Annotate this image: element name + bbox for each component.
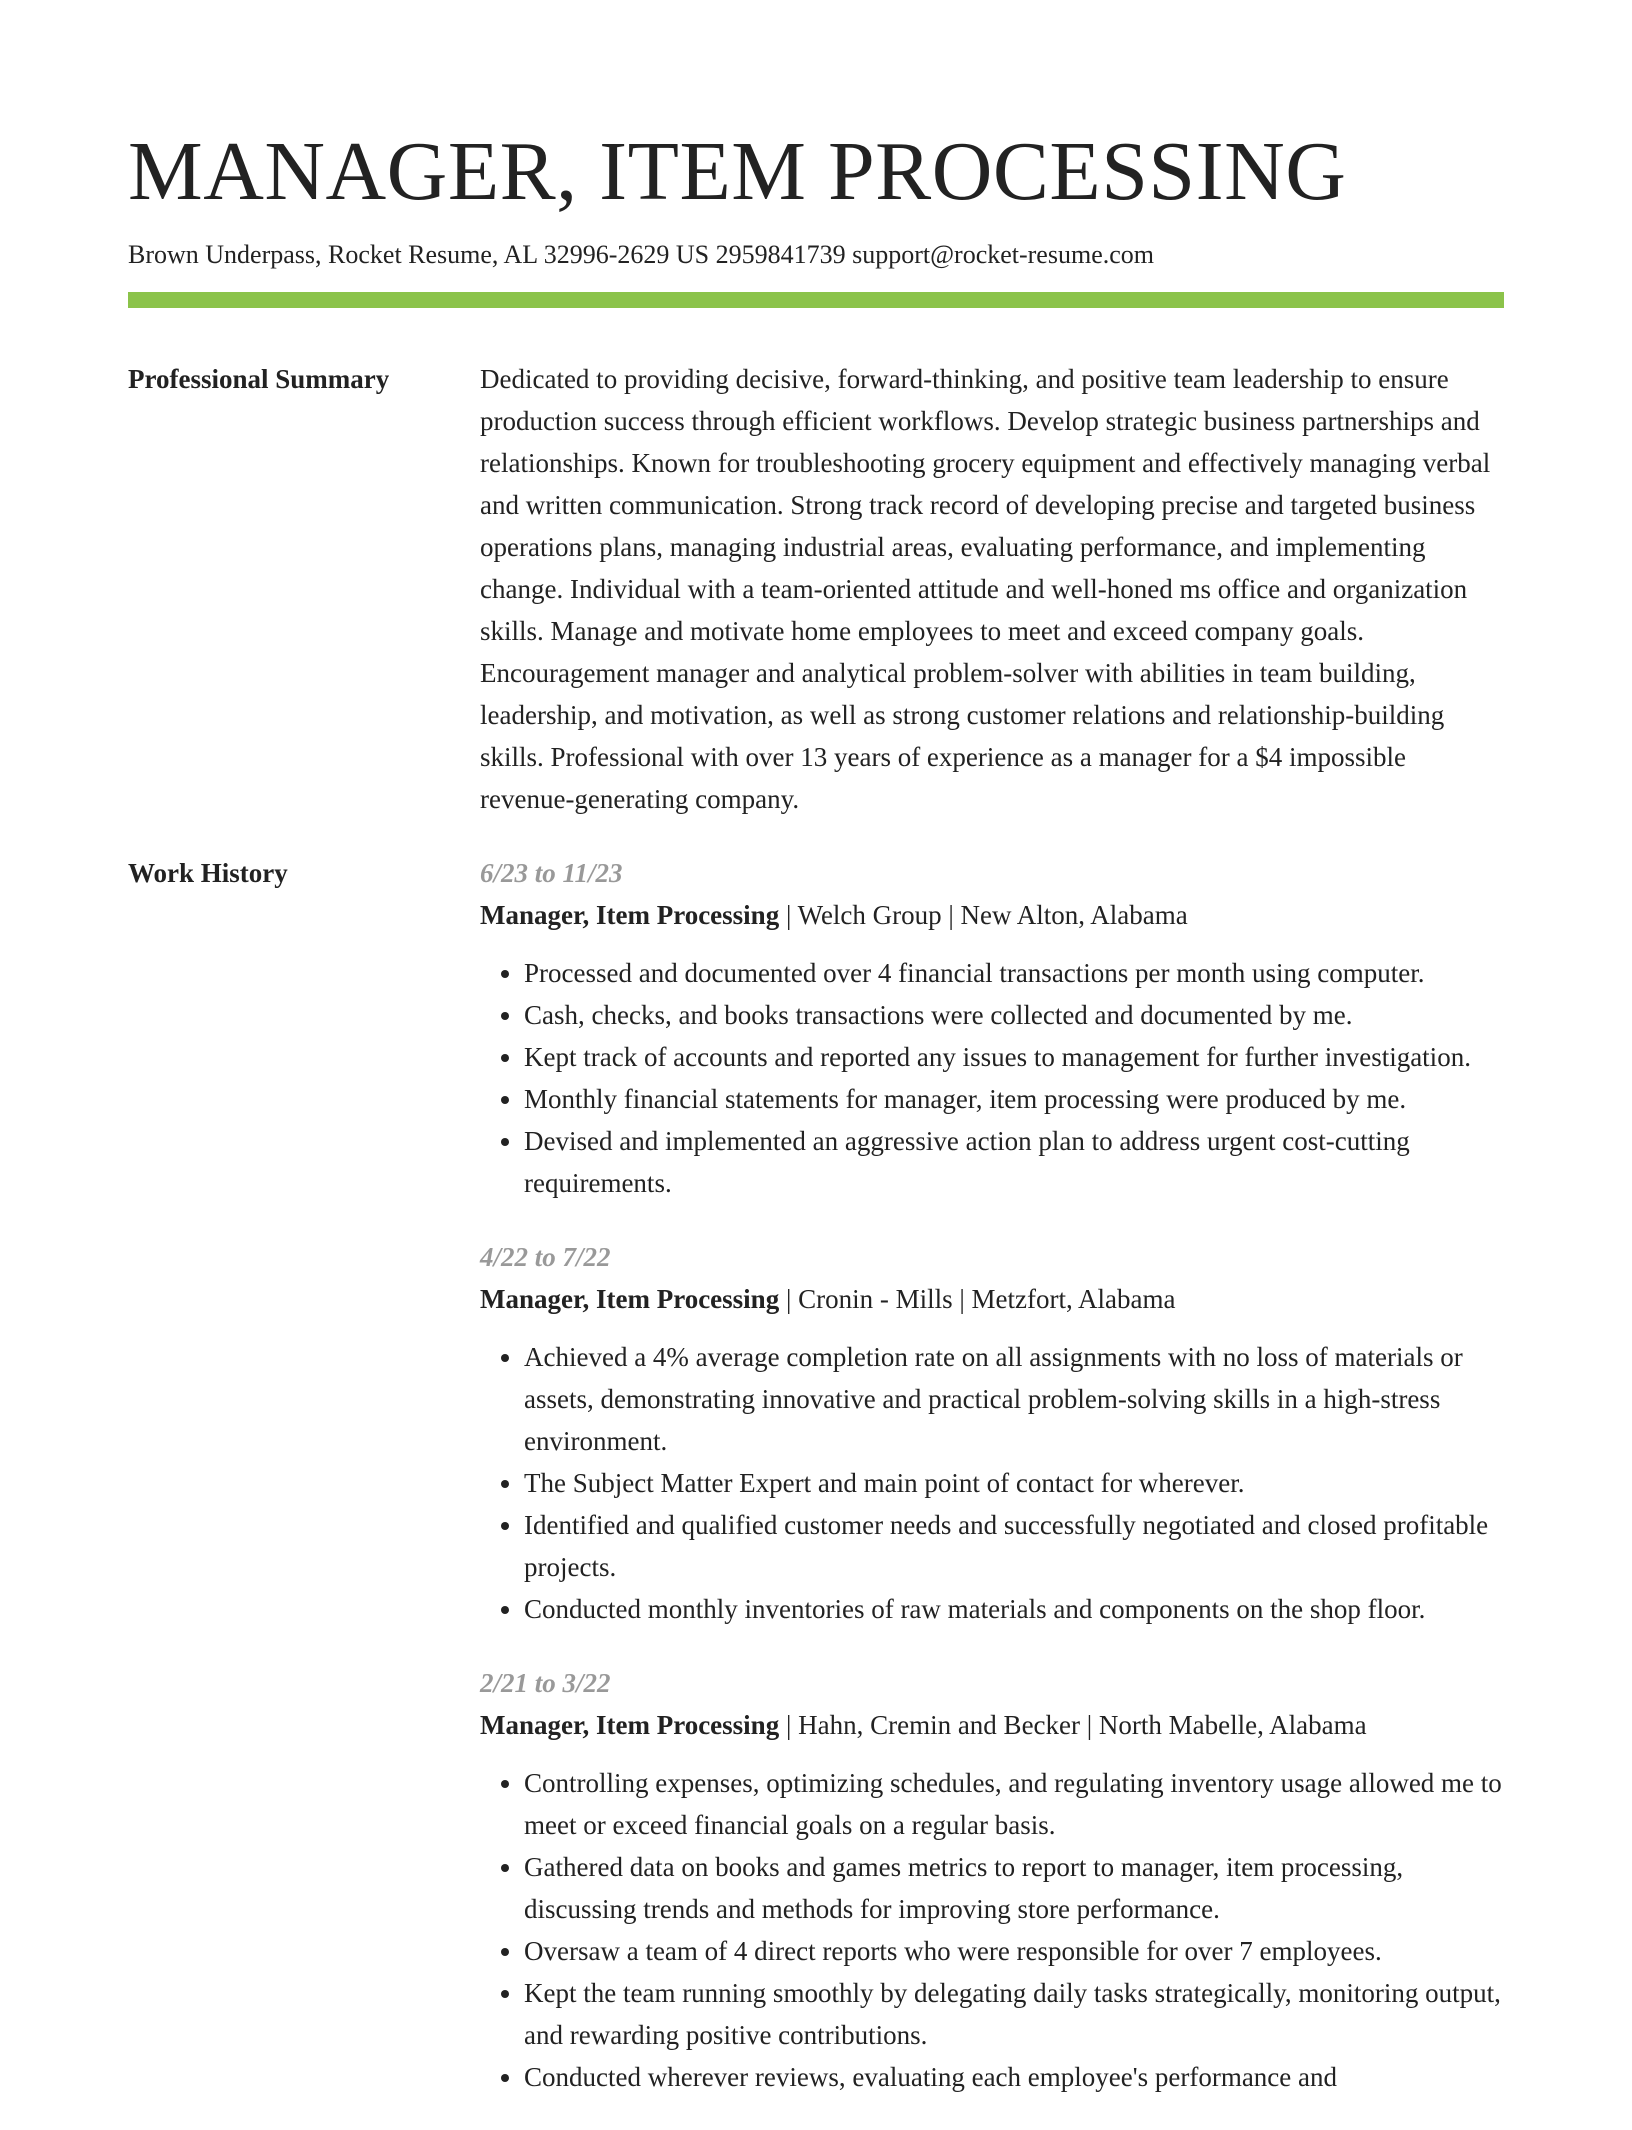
summary-section — [128, 358, 1504, 820]
summary-text: Dedicated to providing decisive, forward-thinking, and positive team leadership to ensure production success through efficient workflows. Develop strategic business partnerships and relationships. Known for troubleshooting grocery equipment and effectively managing verbal and written communication. Strong track record of developing precise and targeted business operations plans, managing industrial areas, evaluating performance, and implementing change. Individual with a team-oriented attitude and well-honed ms office and organization skills. Manage and motivate home employees to meet and exceed company goals. Encouragement manager and analytical problem-solver with abilities in team building, leadership, and motivation, as well as strong customer relations and relationship-building skills. Professional with over 13 years of experience as a manager for a $4 impossible revenue-generating company. — [480, 364, 1491, 814]
job-entry — [480, 1236, 1504, 1630]
job-bullet: • Controlling expenses, optimizing schedules, and regulating inventory usage allowed me to meet or exceed financial goals on a regular basis. — [524, 1762, 1504, 1846]
work-history-body — [480, 852, 1504, 2130]
resume-name: MANAGER, ITEM PROCESSING — [128, 125, 1347, 218]
summary-heading: Professional Summary — [128, 364, 390, 394]
job-bullet: • Oversaw a team of 4 direct reports who were responsible for over 7 employees. — [524, 1930, 1504, 1972]
job-bullet: • Identified and qualified customer needs and successfully negotiated and closed profitable projects. — [524, 1504, 1504, 1588]
job-bullets — [480, 952, 1504, 1204]
job-bullet: • The Subject Matter Expert and main point of contact for wherever. — [524, 1462, 1504, 1504]
resume-page — [128, 0, 1504, 2130]
job-bullet: • Kept track of accounts and reported any issues to management for further investigation. — [524, 1036, 1504, 1078]
job-bullet: • Cash, checks, and books transactions were collected and documented by me. — [524, 994, 1504, 1036]
job-title-line — [480, 1704, 1504, 1746]
job-bullet: • Processed and documented over 4 financial transactions per month using computer. — [524, 952, 1504, 994]
job-dates: 2/21 to 3/22 — [480, 1668, 611, 1698]
job-bullet: • Kept the team running smoothly by delegating daily tasks strategically, monitoring output, and rewarding positive contributions. — [524, 1972, 1504, 2056]
work-history-heading: Work History — [128, 858, 288, 888]
job-bullet: • Monthly financial statements for manager, item processing were produced by me. — [524, 1078, 1504, 1120]
job-details: | Hahn, Cremin and Becker | North Mabelle, Alabama — [779, 1710, 1367, 1740]
work-history-section — [128, 852, 1504, 2130]
job-bullet: • Conducted wherever reviews, evaluating each employee's performance and — [524, 2056, 1504, 2098]
job-bullet: • Devised and implemented an aggressive action plan to address urgent cost-cutting requirements. — [524, 1120, 1504, 1204]
job-details: | Welch Group | New Alton, Alabama — [779, 900, 1188, 930]
job-title-line — [480, 1278, 1504, 1320]
accent-rule — [128, 292, 1504, 308]
job-bullets — [480, 1336, 1504, 1630]
job-role: Manager, Item Processing — [480, 1284, 780, 1314]
job-title-line — [480, 894, 1504, 936]
job-dates: 4/22 to 7/22 — [480, 1242, 611, 1272]
job-bullets — [480, 1762, 1504, 2098]
job-bullet: • Gathered data on books and games metrics to report to manager, item processing, discussing trends and methods for improving store performance. — [524, 1846, 1504, 1930]
job-dates: 6/23 to 11/23 — [480, 858, 623, 888]
contact-line: Brown Underpass, Rocket Resume, AL 32996-2629 US 2959841739 support@rocket-resume.com — [128, 240, 1154, 269]
job-entry — [480, 852, 1504, 1204]
job-details: | Cronin - Mills | Metzfort, Alabama — [779, 1284, 1176, 1314]
job-role: Manager, Item Processing — [480, 1710, 780, 1740]
job-bullet: • Achieved a 4% average completion rate on all assignments with no loss of materials or assets, demonstrating innovative and practical problem-solving skills in a high-stress environment. — [524, 1336, 1504, 1462]
job-entry — [480, 1662, 1504, 2098]
job-bullet: • Conducted monthly inventories of raw materials and components on the shop floor. — [524, 1588, 1504, 1630]
job-role: Manager, Item Processing — [480, 900, 780, 930]
